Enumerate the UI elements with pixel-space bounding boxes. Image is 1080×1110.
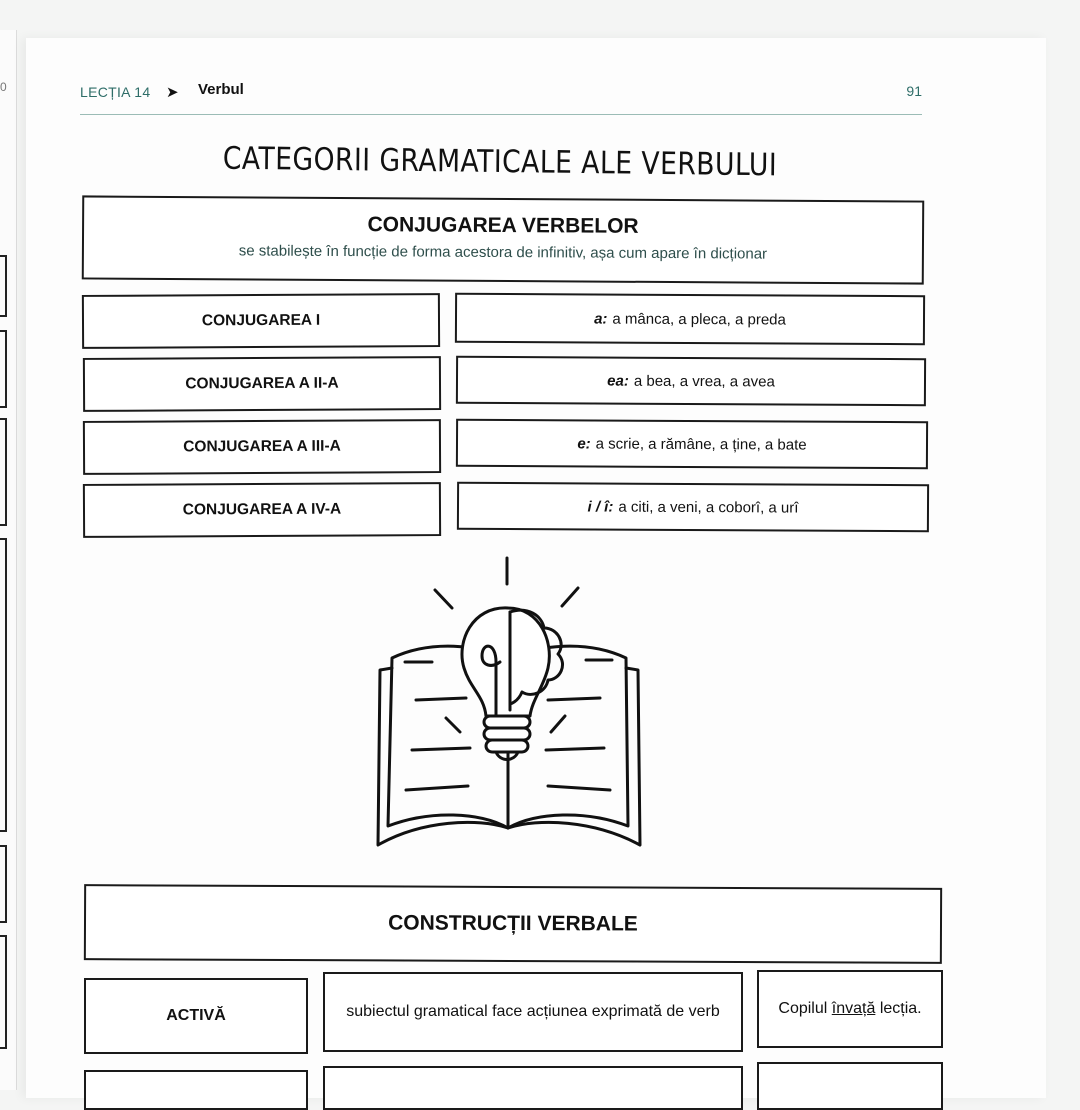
construction-definition: subiectul gramatical face acțiunea exprimată de verb xyxy=(346,1002,720,1020)
construction-type-cell xyxy=(84,978,308,1054)
conjugation-heading: CONJUGAREA VERBELOR xyxy=(367,213,639,238)
conjugation-label: CONJUGAREA A III-A xyxy=(183,437,341,456)
conjugation-label-box xyxy=(83,419,441,475)
construction-example xyxy=(778,996,921,1022)
conjugation-example-box xyxy=(456,356,926,406)
conjugation-examples: a mânca, a pleca, a preda xyxy=(612,310,786,329)
conjugation-label-box xyxy=(83,482,441,538)
example-subject: Copilul xyxy=(778,999,828,1017)
conjugation-label: CONJUGAREA I xyxy=(201,311,321,330)
left-page-box xyxy=(0,935,7,1049)
conjugation-heading-box xyxy=(82,195,924,284)
left-page-box xyxy=(0,330,7,408)
left-page-box xyxy=(0,255,7,317)
conjugation-examples: a scrie, a rămâne, a ține, a bate xyxy=(595,434,807,454)
conjugation-example-box xyxy=(455,293,925,345)
constructions-heading: CONSTRUCȚII VERBALE xyxy=(388,911,638,936)
conjugation-subtitle: se stabilește în funcție de forma acestora de infinitiv, așa cum apare în dicționar xyxy=(238,242,768,263)
conjugation-examples: a bea, a vrea, a avea xyxy=(633,372,775,390)
conjugation-ending: i / î: xyxy=(587,497,614,516)
construction-example-cell xyxy=(757,1062,943,1110)
page-header xyxy=(80,80,922,115)
conjugation-example-box xyxy=(456,419,928,469)
construction-definition-cell xyxy=(323,972,743,1052)
left-page-box xyxy=(0,845,7,923)
construction-definition-cell xyxy=(323,1066,743,1110)
conjugation-label-box xyxy=(82,293,440,349)
left-page-box xyxy=(0,538,7,832)
conjugation-examples: a citi, a veni, a coborî, a urî xyxy=(618,498,799,517)
example-object: lecția. xyxy=(879,999,922,1017)
conjugation-label: CONJUGAREA A IV-A xyxy=(182,500,342,519)
conjugation-ending: e: xyxy=(577,434,591,452)
construction-type-cell xyxy=(84,1070,308,1110)
construction-type: ACTIVĂ xyxy=(166,1006,226,1024)
book-lightbulb-brain-icon xyxy=(360,550,660,855)
left-page-number: 0 xyxy=(0,80,7,94)
lesson-label: LECȚIA 14 xyxy=(80,84,151,100)
topic-label: Verbul xyxy=(198,81,244,98)
conjugation-example-box xyxy=(457,482,929,532)
example-verb: învață xyxy=(831,999,876,1017)
conjugation-label: CONJUGAREA A II-A xyxy=(185,374,339,393)
construction-example-cell xyxy=(757,970,943,1048)
page-title: CATEGORII GRAMATICALE ALE VERBULUI xyxy=(222,140,778,184)
left-page-box xyxy=(0,418,7,526)
conjugation-ending: a: xyxy=(594,309,608,328)
constructions-heading-box xyxy=(84,884,942,964)
arrow-icon: ➤ xyxy=(166,84,179,101)
left-page-edge xyxy=(0,30,17,1090)
page-number: 91 xyxy=(906,83,922,99)
conjugation-ending: ea: xyxy=(607,372,629,390)
conjugation-label-box xyxy=(83,356,441,412)
